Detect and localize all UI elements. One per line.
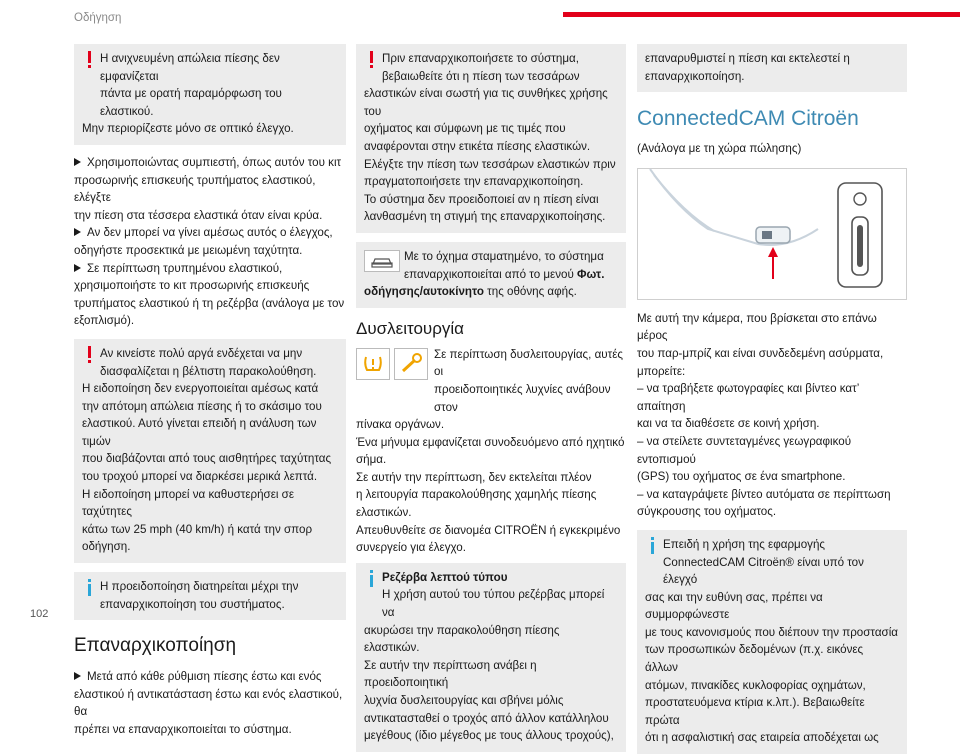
text-line: ελαστικού. Αυτό γίνεται επειδή η ανάλυση των τιμών	[82, 417, 317, 448]
text-line: – να τραβήξετε φωτογραφίες και βίντεο κατ’ απαίτηση	[637, 382, 859, 413]
bullet-arrow-icon	[74, 672, 81, 680]
text-line: Η ειδοποίηση μπορεί να καθυστερήσει σε ταχύτητες	[82, 487, 294, 519]
text-line: βεβαιωθείτε ότι η πίεση των τεσσάρων	[382, 69, 580, 83]
text-line: την απότομη απώλεια πίεσης ή το σκάσιμο του	[82, 399, 322, 413]
text-line: – να στείλετε συντεταγμένες γεωγραφικού εντοπισμού	[637, 434, 852, 466]
info-title: Ρεζέρβα λεπτού τύπου	[382, 570, 508, 584]
info-box-1	[74, 572, 346, 620]
info-icon	[650, 537, 655, 555]
section-title-reinit: Επαναρχικοποίηση	[74, 635, 237, 657]
text-line: ότι η ασφαλιστική σας εταιρεία αποδέχεται ως	[645, 731, 879, 745]
header-accent-bar	[563, 12, 960, 17]
text-line: οδήγηση.	[82, 540, 131, 554]
reinit-text	[74, 668, 346, 738]
text-line: κάτω των 25 mph (40 km/h) ή κατά την σπορ	[82, 522, 313, 536]
warning-box-3	[356, 44, 626, 233]
warning-icon	[369, 51, 374, 69]
text-line: προειδοποιητικές λυχνίες ανάβουν στον	[434, 382, 611, 414]
text-line: ελαστικού ή αντικατάσταση έστω και ενός ελαστικού, θα	[74, 687, 343, 719]
connectedcam-subtitle: (Ανάλογα με τη χώρα πώλησης)	[637, 142, 802, 156]
text-line: αναφέρονται στην ετικέτα πίεσης ελαστικών.	[364, 139, 591, 153]
text-line: πραγματοποιήσετε την επαναρχικοποίηση.	[364, 175, 584, 189]
text-line: επαναρχικοποιείται από το μενού Φωτ.	[404, 267, 605, 281]
text-line: σύγκρουσης του οχήματος.	[637, 505, 777, 519]
text-line: και να τα διαθέσετε σε κοινή χρήση.	[637, 417, 820, 431]
text-line: Μην περιορίζεστε μόνο σε οπτικό έλεγχο.	[82, 122, 294, 136]
bullet-arrow-icon	[74, 158, 81, 166]
bullet-arrow-icon	[74, 228, 81, 236]
text-line: πάντα με ορατή παραμόρφωση του ελαστικού.	[100, 87, 282, 118]
text-line: αντικατασταθεί ο τροχός από άλλον κατάλληλου	[364, 711, 609, 725]
text-line: – να καταγράψετε βίντεο αυτόματα σε περίπτωση	[637, 487, 891, 501]
warning-box-1	[74, 44, 346, 145]
text-line: (GPS) του οχήματος σε ένα smartphone.	[637, 470, 846, 484]
text-line: Απευθυνθείτε σε διανομέα CITROËN ή εγκεκριμένο	[356, 523, 621, 537]
text-line: Μετά από κάθε ρύθμιση πίεσης έστω και ενός	[74, 668, 346, 686]
warning-icon	[87, 346, 92, 364]
text-line: ατόμων, πινακίδες κυκλοφορίας οχημάτων,	[645, 678, 866, 692]
text-line: την πίεση στα τέσσερα ελαστικά όταν είναι κρύα.	[74, 208, 323, 222]
car-icon	[364, 250, 400, 272]
text-line: μεγέθους (ίδιο μέγεθος με τους άλλους τροχούς),	[364, 729, 614, 743]
text-line: προστατευόμενα κτίρια κ.λπ.). Βεβαιωθείτε πρώτα	[645, 696, 865, 727]
text-line: Η ανιχνευμένη απώλεια πίεσης δεν εμφανίζεται	[100, 52, 280, 83]
warning-icon	[87, 51, 92, 69]
column-2	[356, 44, 626, 752]
info-icon	[369, 570, 374, 588]
text-line: των προσωπικών δεδομένων (π.χ. εικόνες άλλων	[645, 643, 864, 675]
text-line: πίνακα οργάνων.	[356, 418, 445, 432]
bullet-arrow-icon	[74, 264, 81, 272]
text-line: η λειτουργία παρακολούθησης χαμηλής πίεσης	[356, 488, 597, 502]
text-line: Σε περίπτωση δυσλειτουργίας, αυτές οι	[434, 347, 623, 379]
text-line: ακυρώσει την παρακολούθηση πίεσης ελαστικών.	[364, 623, 560, 655]
text-line: Επειδή η χρήση της εφαρμογής	[663, 537, 826, 551]
text-line: με τους κανονισμούς που διέπουν την προστασία	[645, 625, 898, 639]
text-line: του τροχού μπορεί να διαρκέσει μερικά λεπτά.	[82, 470, 318, 484]
car-menu-box	[356, 242, 626, 308]
tyre-pressure-warning-icon	[356, 348, 390, 380]
connectedcam-title: ConnectedCAM Citroën	[637, 107, 859, 131]
text-line: προσωρινής επισκευής τρυπήματος ελαστικού, ελέγξτε	[74, 173, 316, 205]
malfunction-text	[356, 346, 626, 557]
text-line: Χρησιμοποιώντας συμπιεστή, όπως αυτόν του κιτ	[74, 154, 346, 172]
text-line: ελαστικών.	[356, 506, 412, 520]
instruction-list	[74, 154, 346, 330]
text-line: διασφαλίζεται η βέλτιστη παρακολούθηση.	[100, 364, 317, 378]
section-title-malfunction: Δυσλειτουργία	[356, 318, 465, 338]
text-line: τρυπήματος ελαστικού ή τη ρεζέρβα (ανάλογα με τον	[74, 296, 345, 310]
text-line: σας και την ευθύνη σας, πρέπει να συμμορφώνεστε	[645, 590, 823, 622]
text-line: Πριν επαναρχικοποιήσετε το σύστημα,	[382, 52, 579, 65]
text-line: επαναρυθμιστεί η πίεση και εκτελεστεί η	[645, 52, 850, 65]
text-line: οδήγησης/αυτοκίνητο της οθόνης αφής.	[364, 285, 577, 299]
text-line: οχήματος και σύμφωνη με τις τιμές που	[364, 122, 566, 136]
text-line: οδηγήστε προσεκτικά με μειωμένη ταχύτητα.	[74, 243, 303, 257]
column-1	[74, 44, 346, 739]
text-line: πρέπει να επαναρχικοποιείται το σύστημα.	[74, 723, 292, 736]
header-title: Οδήγηση	[74, 12, 122, 24]
text-line: λανθασμένη τη στιγμή της επαναρχικοποίησης.	[364, 210, 606, 224]
text-line: Με το όχημα σταματημένο, το σύστημα	[404, 249, 604, 263]
text-line: σήμα.	[356, 453, 387, 467]
warning-box-2	[74, 339, 346, 563]
text-line: Σε αυτήν την περίπτωση ανάβει η προειδοποιητική	[364, 658, 537, 690]
text-line: του παρ-μπρίζ και είναι συνδεδεμένη ασύρματα,	[637, 346, 884, 360]
text-line: Το σύστημα δεν προειδοποιεί αν η πίεση είναι	[364, 192, 599, 206]
text-line: ελαστικών είναι σωστή για τις συνθήκες χρήσης του	[364, 87, 608, 118]
text-line: Σε αυτήν την περίπτωση, δεν εκτελείται πλέον	[356, 470, 592, 484]
text-line: Η χρήση αυτού του τύπου ρεζέρβας μπορεί να	[382, 588, 605, 620]
text-line: που διαβάζονται από τους αισθητήρες ταχύτητας	[82, 452, 332, 466]
text-line: χρησιμοποιήστε το κιτ προσωρινής επισκευής	[74, 279, 310, 293]
text-line: Η ειδοποίηση δεν ενεργοποιείται αμέσως κατά	[82, 382, 319, 396]
info-icon	[87, 579, 92, 597]
text-line: Ένα μήνυμα εμφανίζεται συνοδευόμενο από ηχητικό	[356, 435, 625, 449]
text-line: Αν δεν μπορεί να γίνει αμέσως αυτός ο έλεγχος,	[74, 224, 346, 242]
page-number: 102	[30, 608, 49, 620]
camera-illustration	[637, 168, 907, 300]
continued-info-box	[637, 44, 907, 92]
text-line: Η προειδοποίηση διατηρείται μέχρι την	[100, 580, 299, 594]
text-line: ConnectedCAM Citroën® είναι υπό τον έλεγχό	[663, 555, 864, 587]
text-line: λυχνία δυσλειτουργίας και σβήνει μόλις	[364, 694, 564, 707]
service-wrench-icon	[394, 348, 428, 380]
connectedcam-body	[637, 310, 907, 521]
text-line: επαναρχικοποίηση.	[645, 69, 745, 83]
column-3	[637, 44, 907, 754]
info-box-spare	[356, 563, 626, 752]
text-line: εξοπλισμό).	[74, 314, 135, 328]
text-line: μπορείτε:	[637, 364, 686, 378]
text-line: Με αυτή την κάμερα, που βρίσκεται στο επάνω μέρος	[637, 311, 877, 343]
text-line: Ελέγξτε την πίεση των τεσσάρων ελαστικών πριν	[364, 157, 616, 171]
text-line: επαναρχικοποίηση του συστήματος.	[100, 597, 285, 611]
text-line: Αν κινείστε πολύ αργά ενδέχεται να μην	[100, 346, 303, 360]
text-line: συνεργείο για έλεγχο.	[356, 541, 466, 555]
info-box-connectedcam	[637, 530, 907, 754]
text-line: Σε περίπτωση τρυπημένου ελαστικού,	[74, 260, 346, 278]
